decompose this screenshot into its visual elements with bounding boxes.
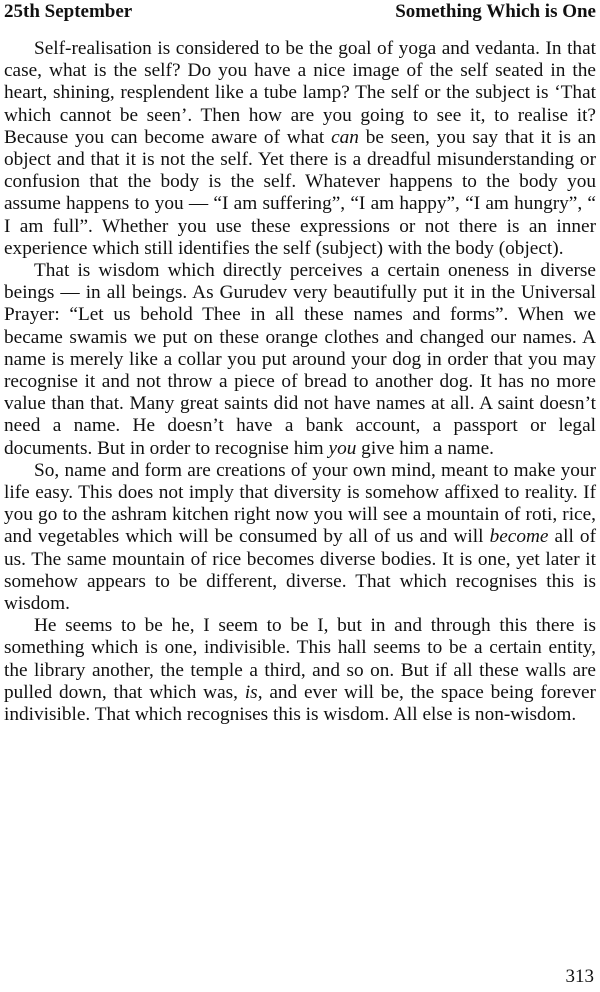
body-text	[4, 38, 596, 726]
page-number: 313	[565, 966, 594, 987]
text-segment: , and ever will be, the space being forever indivisible. That which recognises this is wisdom. All else is non-wisdom.	[4, 681, 596, 726]
text-segment: He seems to be he, I seem to be I, but in and through this there is something which is one, indivisible. This hall seems to be a certain entity, the library another, the temple a third, and so on. But if all these walls are pulled down, that which was,	[4, 615, 596, 703]
emphasis-text: you	[328, 437, 357, 459]
paragraph-1	[4, 38, 596, 260]
emphasis-text: become	[489, 526, 549, 548]
paragraph-2	[4, 260, 596, 460]
text-segment: So, name and form are creations of your own mind, meant to make your life easy. This does not imply that diversity is somehow affixed to reality. If you go to the ashram kitchen right now you will see a mountain of roti, rice, and vegetables which will be consumed by all of us and will	[4, 459, 596, 548]
running-header	[4, 0, 596, 26]
header-date: 25th September	[4, 1, 133, 22]
text-segment: be seen, you say that it is an object and that it is not the self. Yet there is a dreadful misunderstanding or confusion that the body is the self. Whatever happens to the body you assume happens to you — “I am suffering”, “I am happy”, “I am hungry”, “ I am full”. Whether you use these expressions or not there is an inner experience which still identifies the self (subject) with the body (object).	[4, 126, 596, 259]
header-chapter-title: Something Which is One	[395, 1, 596, 22]
emphasis-text: is	[244, 681, 258, 703]
text-segment: Self-realisation is considered to be the goal of yoga and vedanta. In that case, what is the self? Do you have a nice image of the self seated in the heart, shining, resplendent like a tube lamp? The self or the subject is ‘That which cannot be seen’. Then how are you going to see it, to realise it? Because you can become aware of what	[4, 38, 596, 148]
text-segment: That is wisdom which directly perceives a certain oneness in diverse beings — in all beings. As Gurudev very beautifully put it in the Universal Prayer: “Let us behold Thee in all these names and forms”. When we became swamis we put on these orange clothes and changed our names. A name is merely like a collar you put around your dog in order that you may recognise it and not throw a piece of bread to another dog. It has no more value than that. Many great saints did not have names at all. A saint doesn’t need a name. He doesn’t have a bank account, a passport or legal documents. But in order to recognise him	[4, 260, 596, 459]
text-segment: give him a name.	[356, 437, 494, 459]
paragraph-4	[4, 615, 596, 726]
text-segment: all of us. The same mountain of rice becomes diverse bodies. It is one, yet later it somehow appears to be different, diverse. That which recognises this is wisdom.	[4, 526, 596, 615]
paragraph-3	[4, 460, 596, 615]
emphasis-text: can	[331, 126, 359, 148]
